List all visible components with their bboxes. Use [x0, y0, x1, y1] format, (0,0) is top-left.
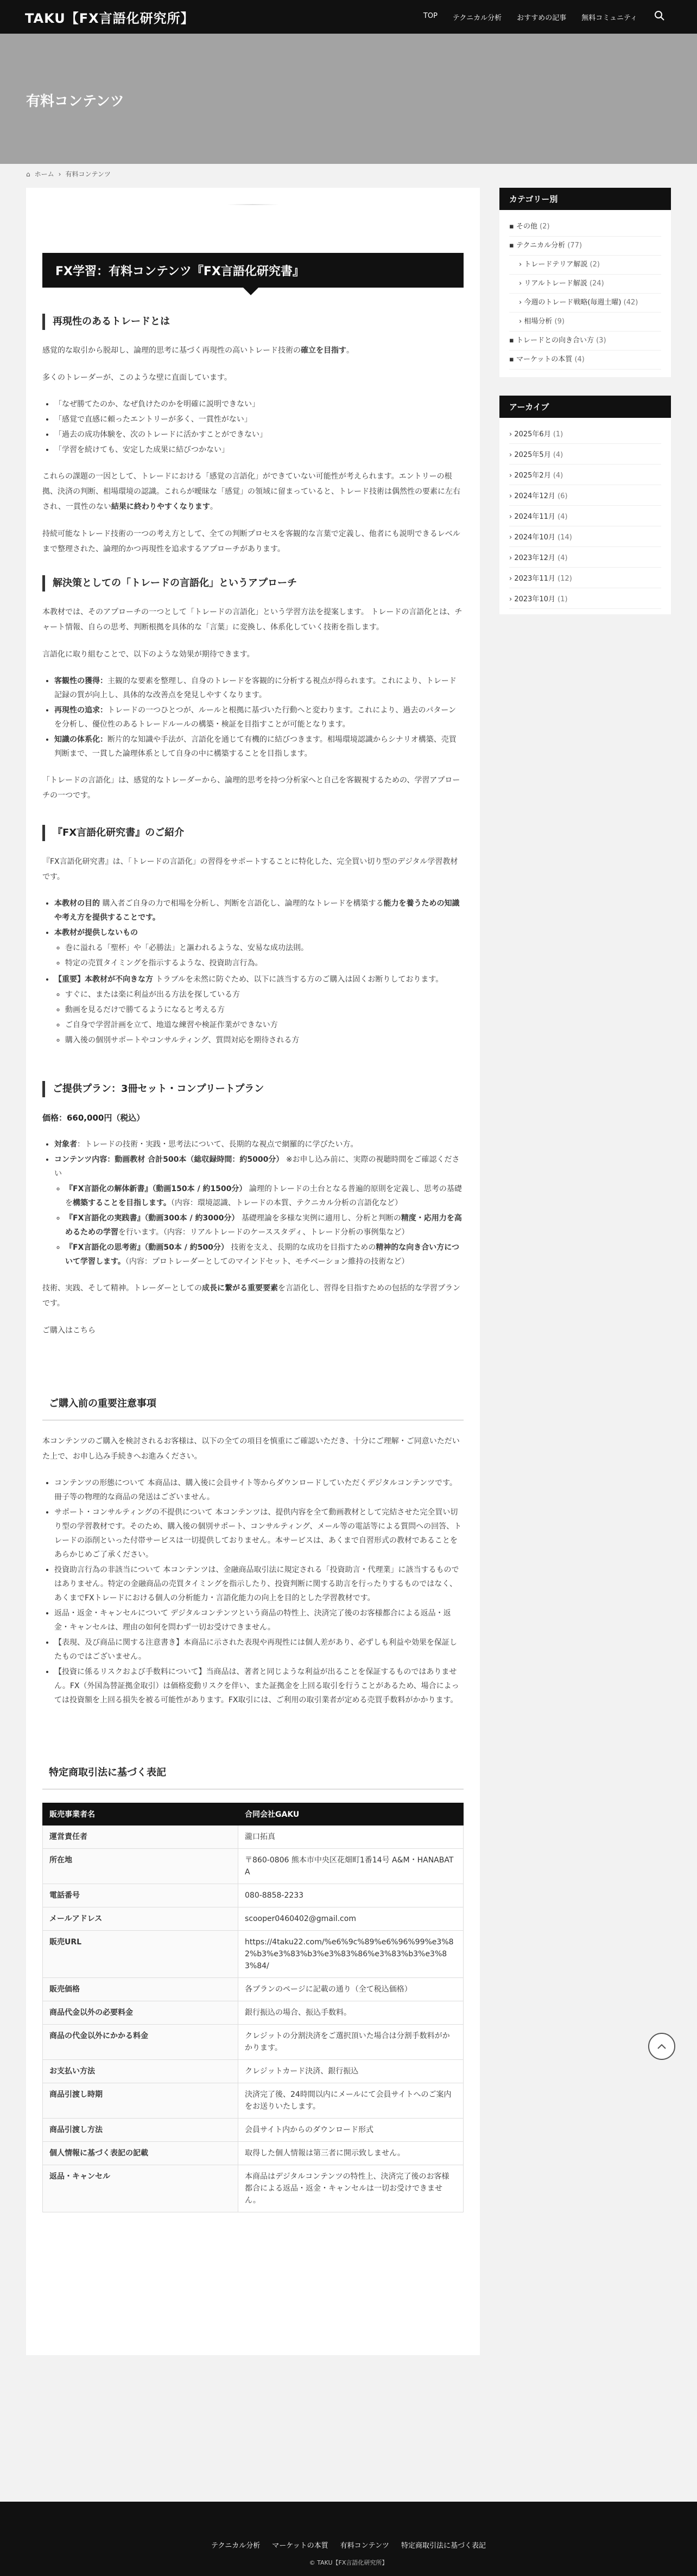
chevron-right-icon: ›: [519, 279, 524, 288]
paragraph: 「トレードの言語化」は、感覚的なトレーダーから、論理的思考を持つ分析家へと自己を客観視するための、学習アプローチの一つです。: [42, 776, 460, 800]
table-cell: クレジットの分割決済をご選択頂いた場合は分割手数料がかかります。: [238, 2025, 464, 2060]
list-item: • 「なぜ勝てたのか、なぜ負けたのかを明確に説明できない」: [54, 397, 464, 411]
section-heading: 特定商取引法に基づく表記: [42, 1757, 464, 1790]
table-cell: メールアドレス: [43, 1907, 238, 1931]
category-item[interactable]: [509, 218, 661, 237]
paragraph: 多くのトレーダーが、このような壁に直面しています。: [42, 373, 232, 382]
chevron-up-icon: [657, 2043, 667, 2050]
table-row: [43, 1849, 464, 1884]
section-heading: ご購入前の重要注意事項: [42, 1388, 464, 1421]
category-label: マーケットの本質: [516, 355, 573, 364]
list-item: • サポート・コンサルティングの不提供について 本コンテンツは、提供内容を全て動画教材として完結させた完全買い切り型の学習教材です。そのため、購入後の個別サポート、コンサルティング、メール等の電話等による質問への回答、トレードの添削といった付帯サービスは一切提供しておりません。本サービスは、あくまで自習形式の教材であることをあらかじめご了承ください。: [54, 1505, 464, 1562]
nav-item-technical[interactable]: テクニカル分析: [452, 14, 502, 22]
table-header-cell: 販売事業者名: [43, 1803, 238, 1826]
paragraph: 本教材では、そのアプローチの一つとして「トレードの言語化」という学習方法を提案します。 トレードの言語化とは、チャート情報、自らの思考、判断根拠を具体的な「言葉」に変換し、体系化していく技術を指します。: [42, 608, 462, 632]
list-item: • 投資助言行為の非該当について 本コンテンツは、金融商品取引法に規定される「投資助言・代理業」に該当するものではありません。特定の金融商品の売買タイミングを指示したり、投資判断に関する助言を行ったりするものではなく、あくまでFXトレードにおける個人の分析能力・言語化能力の向上を目的とした学習教材です。: [54, 1563, 464, 1605]
site-header: [0, 0, 697, 34]
sidebar: [499, 188, 671, 633]
list-item: ◦ 動画を見るだけで勝てるようになると考える方: [65, 1003, 464, 1017]
list-item: • 再現性の追求：トレードの一つひとつが、ルールと根拠に基づいた行動へと変わります。これにより、過去のパターンを分析し、優位性のあるトレードルールの構築・検証を目指すことが可能となります。: [54, 703, 464, 732]
list-item: ◦ 購入後の個別サポートやコンサルティング、質問対応を期待される方: [65, 1033, 464, 1047]
category-list: [499, 210, 671, 377]
chevron-right-icon: ›: [509, 472, 515, 480]
notice-list: [54, 1476, 464, 1707]
table-cell: 080-8858-2233: [238, 1884, 464, 1907]
list-item: • 本教材の目的 購入者ご自身の力で相場を分析し、判断を言語化し、論理的なトレードを構築する能力を養うための知識や考え方を提供することです。: [54, 896, 464, 925]
copyright: © TAKU【FX言語化研究所】: [309, 2559, 388, 2566]
footer-link[interactable]: 有料コンテンツ: [340, 2542, 389, 2550]
table-cell: 販売価格: [43, 1978, 238, 2001]
price-text: 価格：660,000円（税込）: [42, 1113, 145, 1123]
breadcrumb: [26, 169, 111, 179]
archive-count: (4): [553, 472, 563, 480]
category-label: リアルトレード解説: [524, 279, 587, 288]
footer-link[interactable]: 特定商取引法に基づく表記: [401, 2542, 486, 2550]
purchase-link[interactable]: ご購入はこちら: [42, 1326, 96, 1335]
list-item: ◦ 巻に溢れる「聖杯」や「必勝法」と謳われるような、安易な成功法則。: [65, 941, 464, 955]
list-item: ◦ すぐに、または楽に利益が出る方法を探している方: [65, 988, 464, 1002]
table-cell: 各プランのページに記載の通り（全て税込価格）: [238, 1978, 464, 2001]
global-nav: [423, 12, 637, 22]
table-cell: 会員サイト内からのダウンロード形式: [238, 2119, 464, 2142]
archive-widget: [499, 396, 671, 614]
legal-table: [42, 1803, 464, 2212]
table-cell: 決済完了後、24時間以内にメールにて会員サイトへのご案内をお送りいたします。: [238, 2083, 464, 2119]
quote-list: [54, 397, 464, 457]
archive-item[interactable]: [509, 485, 661, 506]
archive-label: 2024年10月: [514, 533, 555, 542]
list-item: • 【表現、及び商品に関する注意書き】本商品に示された表現や再現性には個人差があり、必ずしも利益や効果を保証したものではございません。: [54, 1636, 464, 1664]
table-cell: 瀧口拓真: [238, 1826, 464, 1849]
table-cell: 所在地: [43, 1849, 238, 1884]
table-row: [43, 1826, 464, 1849]
list-item: • 「感覚で直感に頼ったエントリーが多く、一貫性がない」: [54, 412, 464, 427]
table-cell: 販売URL: [43, 1931, 238, 1978]
table-cell[interactable]: scooper0460402@gmail.com: [238, 1907, 464, 1931]
breadcrumb-current: 有料コンテンツ: [65, 170, 111, 178]
breadcrumb-home[interactable]: ホーム: [34, 170, 54, 178]
table-cell: 商品引渡し方法: [43, 2119, 238, 2142]
list-item: ◦ 『FX言語化の解体新書』（動画150本 / 約1500分） 論理的トレードの土台となる普遍的原則を定義し、思考の基礎を構築することを目指します。（内容：環境認識、トレードの本質、テクニカル分析の言語化など）: [65, 1182, 464, 1210]
archive-count: (1): [557, 595, 568, 603]
paragraph: 『FX言語化研究書』は、「トレードの言語化」の習得をサポートすることに特化した、完全買い切り型のデジタル学習教材です。: [42, 857, 458, 881]
paragraph: これらの課題の一因として、トレードにおける「感覚の言語化」ができていない可能性が考えられます。エントリーの根拠、決済の判断、相場環境の認識。これらが曖昧な「感覚」の領域に留まっていると、トレード技術は偶然性の要素に左右され、一貫性のない結果に終わりやすくなります。: [42, 472, 460, 511]
folder-icon: ▪: [509, 241, 516, 250]
chevron-right-icon: ›: [509, 575, 515, 583]
chevron-right-icon: ›: [509, 595, 515, 603]
category-item[interactable]: [509, 256, 661, 275]
list-item: • 本教材が提供しないもの ◦ 巻に溢れる「聖杯」や「必勝法」と謳われるような、安易な成功法則。 ◦ 特定の売買タイミングを指示するような、投資助言行為。: [54, 926, 464, 970]
archive-label: 2023年10月: [514, 595, 555, 603]
section-heading: 『FX言語化研究書』のご紹介: [42, 825, 464, 841]
page-title: 有料コンテンツ: [26, 93, 124, 110]
category-widget: [499, 188, 671, 377]
table-cell: 銀行振込の場合、振込手数料。: [238, 2001, 464, 2025]
table-row: [43, 2025, 464, 2060]
benefit-list: [54, 674, 464, 761]
table-cell: クレジットカード決済、銀行振込: [238, 2060, 464, 2083]
archive-item[interactable]: [509, 506, 661, 526]
plan-list: [54, 1137, 464, 1269]
chevron-right-icon: ›: [509, 430, 515, 438]
archive-item[interactable]: [509, 547, 661, 568]
section-heading: ご提供プラン：3冊セット・コンプリートプラン: [42, 1081, 464, 1097]
category-count: (42): [623, 298, 638, 307]
archive-list: [499, 418, 671, 614]
table-row: [43, 2060, 464, 2083]
archive-label: 2024年11月: [514, 513, 555, 521]
table-header-row: [43, 1803, 464, 1826]
chevron-right-icon: ›: [509, 492, 515, 500]
home-icon: ⌂: [26, 170, 30, 178]
table-cell: 〒860-0806 熊本市中央区花畑町1番14号 A&M・HANABATA: [238, 1849, 464, 1884]
chevron-right-icon: ›: [509, 533, 515, 542]
category-item[interactable]: [509, 294, 661, 313]
archive-count: (14): [557, 533, 572, 542]
category-label: トレードテリア解説: [524, 260, 588, 269]
site-logo[interactable]: TAKU【FX言語化研究所】: [25, 11, 194, 26]
category-label: その他: [516, 222, 537, 231]
category-item[interactable]: [509, 275, 661, 294]
archive-count: (1): [553, 430, 563, 438]
list-item: • 【重要】本教材が不向きな方 トラブルを未然に防ぐため、以下に該当する方のご購入は固くお断りしております。 ◦ すぐに、または楽に利益が出る方法を探している方 ◦ 動画を見るだけで勝てるようになると考える方 ◦ ご自身で学習計画を立て、地道な練習や検証作業ができない方 ◦ 購入後の個別サポートやコンサルティング、質問対応を期待される方: [54, 972, 464, 1047]
site-footer: [0, 2502, 697, 2576]
chevron-right-icon: ›: [509, 513, 515, 521]
archive-item[interactable]: [509, 444, 661, 465]
divider: [227, 204, 279, 205]
archive-label: 2025年6月: [514, 430, 551, 438]
page-top-button[interactable]: [648, 2033, 675, 2060]
chevron-right-icon: ›: [519, 317, 524, 326]
paragraph: 本コンテンツのご購入を検討されるお客様は、以下の全ての項目を慎重にご確認いただき、十分にご理解・ご同意いただいた上で、お申し込み手続きへお進みください。: [42, 1437, 460, 1461]
list-item: • 返品・返金・キャンセルについて デジタルコンテンツという商品の特性上、決済完了後のお客様都合による返品・返金・キャンセルは、理由の如何を問わず一切お受けできません。: [54, 1606, 464, 1634]
category-label: 今週のトレード戦略(毎週土曜): [524, 298, 622, 307]
archive-item[interactable]: [509, 423, 661, 444]
paragraph: 持続可能なトレード技術の一つの考え方として、全ての判断プロセスを客観的な言葉で定義し、他者にも説明できるレベルまで整理された、論理的かつ再現性を追求するアプローチがあります。: [42, 530, 460, 554]
archive-item[interactable]: [509, 526, 661, 547]
category-item[interactable]: [509, 332, 661, 351]
archive-label: 2024年12月: [514, 492, 555, 500]
table-row: [43, 1884, 464, 1907]
paragraph: 言語化に取り組むことで、以下のような効果が期待できます。: [42, 650, 255, 659]
archive-label: 2023年12月: [514, 554, 555, 562]
paragraph: 技術、実践、そして精神。トレーダーとしての成長に繋がる重要要素を言語化し、習得を目指すための包括的な学習プランです。: [42, 1284, 460, 1308]
category-count: (2): [540, 222, 550, 231]
list-item: • 知識の体系化：断片的な知識や手法が、言語化を通じて有機的に結びつきます。相場環境認識からシナリオ構築、売買判断まで、一貫した論理体系として自身の中に構築することを目指します。: [54, 733, 464, 761]
section-heading: 解決策としての「トレードの言語化」というアプローチ: [42, 575, 464, 591]
table-row: [43, 2142, 464, 2165]
category-label: テクニカル分析: [516, 241, 566, 250]
category-label: 相場分析: [524, 317, 553, 326]
list-item: ◦ 特定の売買タイミングを指示するような、投資助言行為。: [65, 956, 464, 970]
widget-title: カテゴリー別: [499, 188, 671, 210]
table-cell[interactable]: https://4taku22.com/%e6%9c%89%e6%96%99%e3%82%b3%e3%83%b3%e3%83%86%e3%83%b3%e3%83%84/: [238, 1931, 464, 1978]
category-count: (3): [596, 336, 606, 345]
table-cell: 本商品はデジタルコンテンツの特性上、決済完了後のお客様都合による返品・返金・キャンセルは一切お受けできません。: [238, 2165, 464, 2212]
list-item: • 客観性の獲得：主観的な要素を整理し、自身のトレードを客観的に分析する視点が得られます。これにより、トレード記録の質が向上し、具体的な改善点を発見しやすくなります。: [54, 674, 464, 702]
article-body: [42, 314, 464, 2212]
nav-item-recommended[interactable]: おすすめの記事: [517, 14, 567, 22]
archive-item[interactable]: [509, 465, 661, 485]
list-item: ◦ ご自身で学習計画を立て、地道な練習や検証作業ができない方: [65, 1018, 464, 1032]
category-count: (4): [574, 355, 585, 364]
nav-item-top[interactable]: TOP: [423, 12, 438, 20]
folder-icon: ▪: [509, 222, 516, 231]
table-cell: 商品引渡し時期: [43, 2083, 238, 2119]
list-item: • コンテンツ内容：動画教材 合計500本（総収録時間：約5000分） ※お申し込み前に、実際の視聴時間をご確認ください ◦ 『FX言語化の解体新書』（動画150本 / 約1500分） 論理的トレードの土台となる普遍的原則を定義し、思考の基礎を構築することを目指します。（内容：環境認識、トレードの本質、テクニカル分析の言語化など） ◦ 『FX言語化の実践書』（動画300本 / 約3000分） 基礎理論を多様な実例に適用し、分析と判断の精度・応用力を高めるための学習を行います。（内容：リアルトレードのケーススタディ、トレード分析の事例集など） ◦ 『FX言語化の思考術』（動画50本 / 約500分） 技術を支え、長期的な成功を目指すための精神的な向き合い方について学習します。（内容：プロトレーダーとしてのマインドセット、モチベーション維持の技術など）: [54, 1153, 464, 1269]
list-item: • 「学習を続けても、安定した成果に結びつかない」: [54, 443, 464, 457]
category-count: (24): [589, 279, 604, 288]
table-cell: お支払い方法: [43, 2060, 238, 2083]
table-row: [43, 1907, 464, 1931]
table-row: [43, 2001, 464, 2025]
archive-count: (12): [557, 575, 572, 583]
table-header-cell: 合同会社GAKU: [238, 1803, 464, 1826]
intro-list: [54, 896, 464, 1047]
category-item[interactable]: [509, 313, 661, 332]
folder-icon: ▪: [509, 336, 516, 345]
archive-count: (6): [557, 492, 568, 500]
archive-label: 2025年5月: [514, 451, 551, 459]
chevron-right-icon: ›: [519, 298, 524, 307]
paragraph: 感覚的な取引から脱却し、論理的思考に基づく再現性の高いトレード技術の確立を目指す。: [42, 346, 354, 355]
table-cell: 運営責任者: [43, 1826, 238, 1849]
chevron-right-icon: ›: [509, 554, 515, 562]
category-count: (77): [567, 241, 582, 250]
footer-link[interactable]: マーケットの本質: [272, 2542, 328, 2550]
category-label: トレードとの向き合い方: [516, 336, 594, 345]
category-item[interactable]: [509, 351, 661, 370]
table-cell: 電話番号: [43, 1884, 238, 1907]
table-cell: 取得した個人情報は第三者に開示致しません。: [238, 2142, 464, 2165]
list-item: ◦ 『FX言語化の思考術』（動画50本 / 約500分） 技術を支え、長期的な成功を目指すための精神的な向き合い方について学習します。（内容：プロトレーダーとしてのマインドセット、モチベーション維持の技術など）: [65, 1241, 464, 1269]
category-item[interactable]: [509, 237, 661, 256]
table-row: [43, 2083, 464, 2119]
category-count: (2): [590, 260, 600, 269]
nav-item-community[interactable]: 無料コミュニティ: [581, 14, 637, 22]
table-cell: 商品の代金以外にかかる料金: [43, 2025, 238, 2060]
chevron-right-icon: ›: [509, 451, 515, 459]
list-item: • コンテンツの形態について 本商品は、購入後に会員サイト等からダウンロードしていただくデジタルコンテンツです。冊子等の物理的な商品の発送はございません。: [54, 1476, 464, 1504]
chevron-right-icon: ›: [58, 170, 61, 178]
main-article: [26, 188, 480, 2355]
widget-title: アーカイブ: [499, 396, 671, 418]
folder-icon: ▪: [509, 355, 516, 364]
category-count: (9): [554, 317, 565, 326]
archive-label: 2025年2月: [514, 472, 551, 480]
table-cell: 返品・キャンセル: [43, 2165, 238, 2212]
archive-label: 2023年11月: [514, 575, 555, 583]
chevron-right-icon: ›: [519, 260, 524, 269]
search-icon[interactable]: [654, 10, 667, 23]
table-row: [43, 2165, 464, 2212]
table-row: [43, 1978, 464, 2001]
article-title: FX学習：有料コンテンツ『FX言語化研究書』: [42, 253, 464, 288]
list-item: • 【投資に係るリスクおよび手数料について】当商品は、著者と同じような利益が出ることを保証するものではありません。FX（外国為替証拠金取引）は価格変動リスクを伴い、また証拠金を上回る取引を行うことがあるため、場合によっては投資額を上回る損失を被る可能性があります。FX取引には、ご利用の取引業者が定める売買手数料がかかります。: [54, 1665, 464, 1707]
archive-item[interactable]: [509, 588, 661, 609]
archive-item[interactable]: [509, 568, 661, 588]
table-cell: 商品代金以外の必要料金: [43, 2001, 238, 2025]
page-hero: [0, 34, 697, 164]
list-item: ◦ 『FX言語化の実践書』（動画300本 / 約3000分） 基礎理論を多様な実例に適用し、分析と判断の精度・応用力を高めるための学習を行います。（内容：リアルトレードのケーススタディ、トレード分析の事例集など）: [65, 1211, 464, 1239]
section-heading: 再現性のあるトレードとは: [42, 314, 464, 330]
table-cell: 個人情報に基づく表記の記載: [43, 2142, 238, 2165]
archive-count: (4): [557, 513, 568, 521]
footer-nav: [0, 2540, 697, 2550]
list-item: • 対象者：トレードの技術・実践・思考法について、長期的な視点で網羅的に学びたい方。: [54, 1137, 464, 1152]
archive-count: (4): [553, 451, 563, 459]
archive-count: (4): [557, 554, 568, 562]
footer-link[interactable]: テクニカル分析: [211, 2542, 261, 2550]
table-row: [43, 2119, 464, 2142]
table-row: [43, 1931, 464, 1978]
list-item: • 「過去の成功体験を、次のトレードに活かすことができない」: [54, 428, 464, 442]
